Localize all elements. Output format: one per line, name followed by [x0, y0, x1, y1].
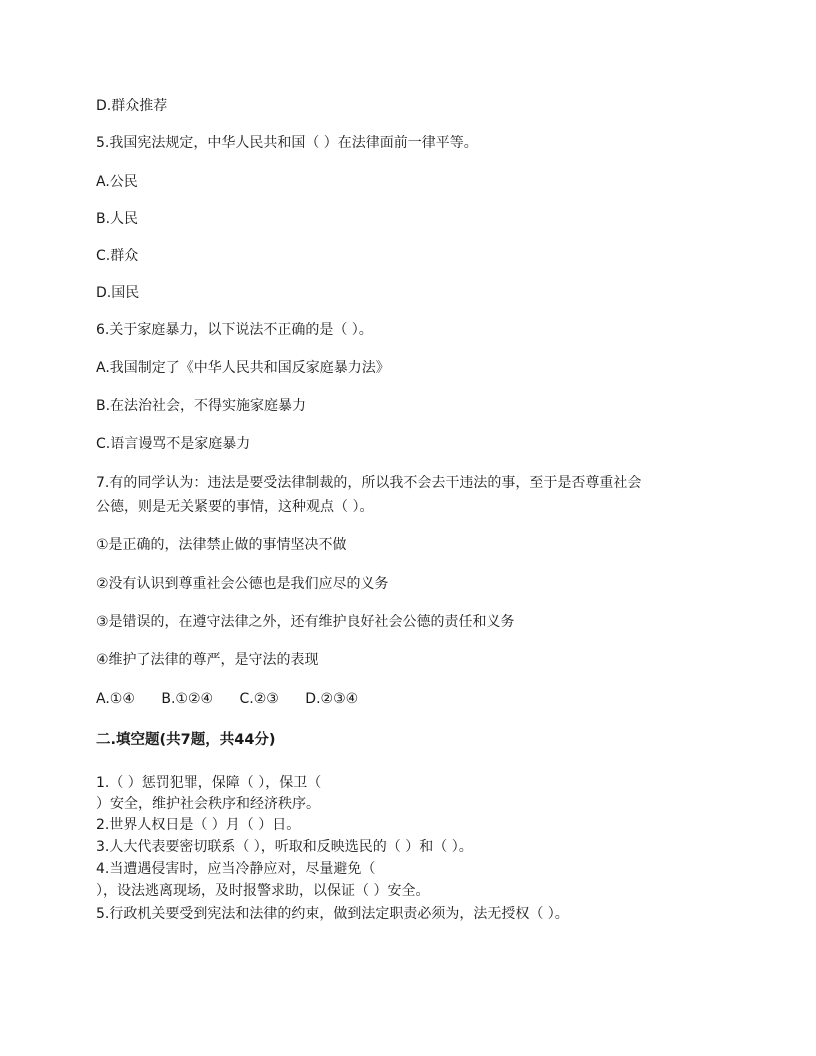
q7-stem-line-1: 7.有的同学认为：违法是要受法律制裁的，所以我不会去干违法的事，至于是否尊重社会: [96, 475, 642, 491]
q5-stem: 5.我国宪法规定，中华人民共和国（ ）在法律面前一律平等。: [96, 135, 478, 151]
q4-option-d: D.群众推荐: [96, 98, 168, 114]
q7-statement-2: ②没有认识到尊重社会公德也是我们应尽的义务: [96, 576, 389, 592]
q5-option-d: D.国民: [96, 285, 140, 301]
fill-q1-line-1: 1.（ ）惩罚犯罪，保障（ ），保卫（: [96, 775, 322, 791]
fill-q3: 3.人大代表要密切联系（ ），听取和反映选民的（ ）和（ ）。: [96, 839, 473, 855]
q6-option-c: C.语言谩骂不是家庭暴力: [96, 436, 251, 452]
q7-options: [96, 689, 380, 709]
q6-option-a: A.我国制定了《中华人民共和国反家庭暴力法》: [96, 360, 390, 376]
q5-option-a: A.公民: [96, 174, 138, 190]
fill-q4-line-2: ），设法逃离现场，及时报警求助，以保证（ ）安全。: [96, 883, 430, 899]
q6-stem: 6.关于家庭暴力，以下说法不正确的是（ ）。: [96, 322, 373, 338]
fill-q1-line-2: ）安全，维护社会秩序和经济秩序。: [96, 796, 320, 812]
fill-q4-line-1: 4.当遭遇侵害时，应当冷静应对，尽量避免（: [96, 861, 376, 877]
q7-option-b: B.①②④: [161, 691, 214, 707]
q7-statement-3: ③是错误的，在遵守法律之外，还有维护良好社会公德的责任和义务: [96, 614, 515, 630]
section-title: 二.填空题(共7题，共44分): [96, 732, 276, 748]
q7-option-a: A.①④: [96, 691, 135, 707]
q5-option-c: C.群众: [96, 248, 139, 264]
q7-option-c: C.②③: [239, 691, 279, 707]
fill-q5: 5.行政机关要受到宪法和法律的约束，做到法定职责必须为，法无授权（ ）。: [96, 906, 569, 922]
q6-option-b: B.在法治社会，不得实施家庭暴力: [96, 398, 307, 414]
q7-statement-1: ①是正确的，法律禁止做的事情坚决不做: [96, 537, 347, 553]
fill-q2: 2.世界人权日是（ ）月（ ）日。: [96, 817, 301, 833]
q7-statement-4: ④维护了法律的尊严，是守法的表现: [96, 652, 319, 668]
q5-option-b: B.人民: [96, 211, 139, 227]
q7-stem-line-2: 公德，则是无关紧要的事情，这种观点（ ）。: [96, 499, 374, 515]
q7-option-d: D.②③④: [305, 691, 359, 707]
